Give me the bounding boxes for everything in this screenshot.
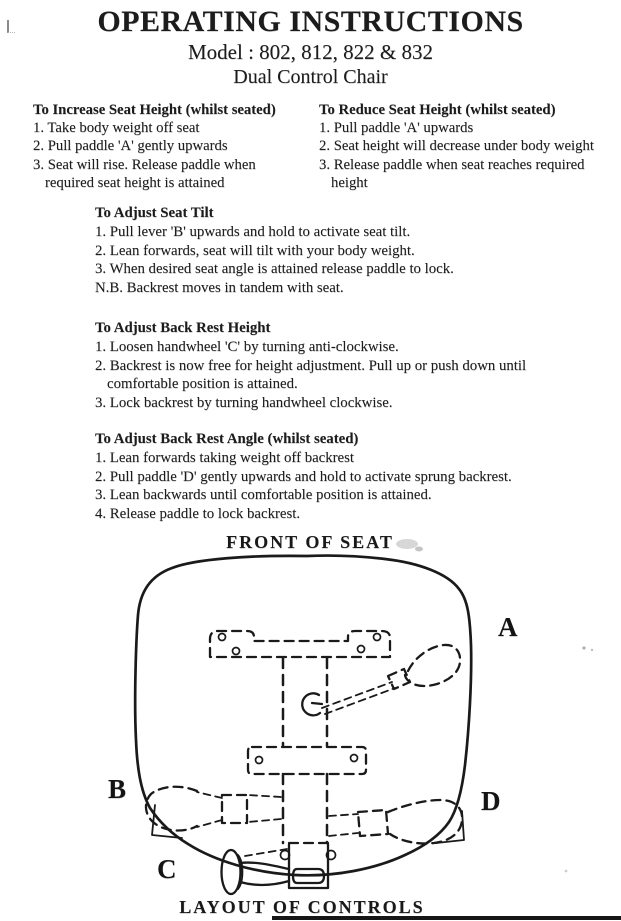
backrest-angle-section (95, 430, 600, 524)
instruction-line: 3. Seat will rise. Release paddle when (33, 156, 256, 173)
instruction-line: 2. Backrest is now free for height adjustment. Pull up or push down until (95, 357, 527, 374)
reduce-seat-height-column (319, 101, 619, 192)
front-of-seat-label: FRONT OF SEAT (226, 532, 394, 552)
callout-c: C (157, 854, 177, 884)
instruction-line: 2. Seat height will decrease under body weight (319, 138, 594, 155)
lower-bracket (248, 747, 366, 774)
callout-a: A (498, 612, 518, 642)
seat-outline (135, 556, 471, 876)
increase-seat-height-column (33, 101, 318, 192)
top-bracket (210, 631, 390, 657)
instruction-line: required seat height is attained (45, 174, 225, 191)
instruction-line: 1. Loosen handwheel 'C' by turning anti-clockwise. (95, 338, 399, 355)
controls-layout-diagram (0, 520, 621, 921)
instruction-line: 2. Pull paddle 'A' gently upwards (33, 138, 228, 155)
instruction-line: 1. Pull paddle 'A' upwards (319, 120, 474, 137)
backrest-height-section (95, 319, 600, 413)
callout-b: B (108, 774, 127, 804)
pivot-spiral (302, 693, 322, 715)
instruction-line: 3. Release paddle when seat reaches required (319, 156, 585, 173)
instruction-line: 3. Lock backrest by turning handwheel clockwise. (95, 395, 393, 412)
instruction-line: 1. Lean forwards taking weight off backrest (95, 449, 354, 466)
callout-d: D (481, 786, 501, 816)
seat-tilt-section (95, 204, 600, 298)
paddle-b (146, 787, 281, 831)
layout-of-controls-label: LAYOUT OF CONTROLS (179, 897, 425, 917)
section-heading: To Adjust Back Rest Height (95, 320, 271, 336)
instruction-line: 1. Take body weight off seat (33, 120, 200, 137)
page-title: OPERATING INSTRUCTIONS (97, 5, 524, 38)
instruction-line: N.B. Backrest moves in tandem with seat. (95, 280, 344, 297)
section-heading: To Increase Seat Height (whilst seated) (33, 102, 276, 118)
section-heading: To Adjust Back Rest Angle (whilst seated) (95, 431, 359, 447)
instruction-line: 4. Release paddle to lock backrest. (95, 506, 301, 523)
section-heading: To Reduce Seat Height (whilst seated) (319, 102, 556, 118)
instruction-line: 3. Lean backwards until comfortable position is attained. (95, 487, 432, 504)
instruction-line: 2. Pull paddle 'D' gently upwards and hold to activate sprung backrest. (95, 468, 512, 485)
section-heading: To Adjust Seat Tilt (95, 205, 214, 221)
paddle-d (329, 800, 462, 844)
model-line: Model : 802, 812, 822 & 832 (188, 40, 433, 64)
seat-column (283, 658, 327, 843)
instruction-line: 1. Pull lever 'B' upwards and hold to activate seat tilt. (95, 223, 411, 240)
handwheel-c (222, 849, 290, 894)
scan-smudges (396, 520, 593, 872)
instruction-line: 3. When desired seat angle is attained release paddle to lock. (95, 261, 454, 278)
instruction-line: 2. Lean forwards, seat will tilt with your body weight. (95, 242, 415, 259)
corner-tab-left (152, 805, 182, 838)
page-subtitle: Dual Control Chair (233, 66, 388, 88)
instruction-line: comfortable position is attained. (107, 376, 298, 393)
paddle-a (322, 645, 460, 714)
instruction-line: height (331, 174, 368, 191)
